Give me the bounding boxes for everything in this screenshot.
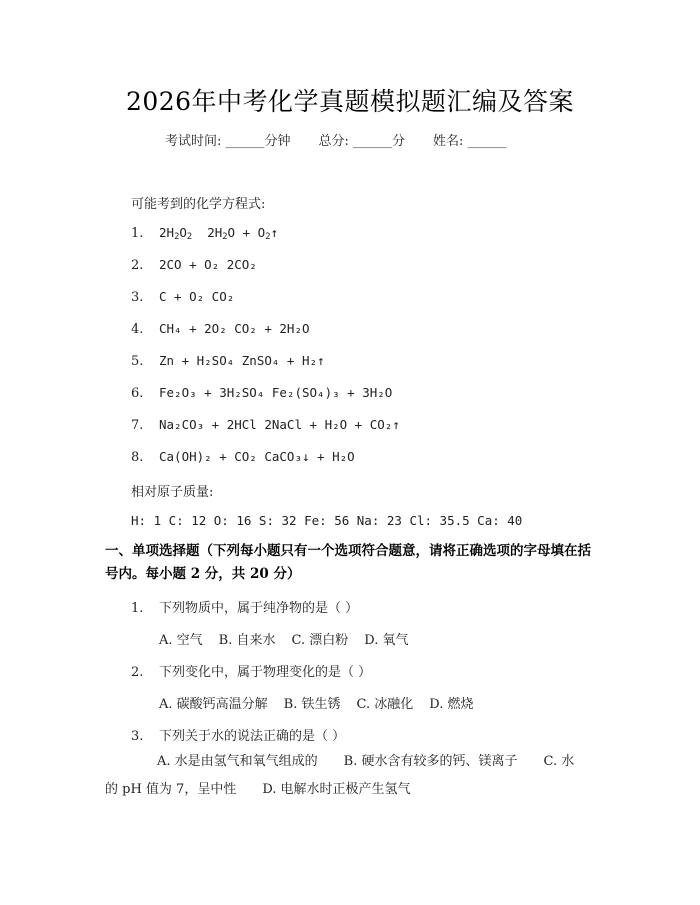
equation-line: 1. $2H_2O_2$ $2H_2O$ + $O_2↑$ xyxy=(131,225,278,242)
question-stem: 2. 下列变化中，属于物理变化的是（ ） xyxy=(131,665,372,680)
option: B. 自来水 xyxy=(218,633,276,648)
equation-line: 7. Na₂CO₃ + 2HCl 2NaCl + H₂O + CO₂↑ xyxy=(131,417,400,433)
option: A. 空气 xyxy=(159,633,203,648)
question-options: A. 水是由氢气和氧气组成的 B. 硬水含有较多的钙、镁离子 C. 水的 pH 值为 7，呈中性 D. 电解水时正极产生氢气 xyxy=(105,754,575,797)
question-stem: 3. 下列关于水的说法正确的是（ ） xyxy=(131,729,346,744)
option: D. 氧气 xyxy=(364,633,409,648)
section-heading: 一、单项选择题（下列每小题只有一个选项符合题意，请将正确选项的字母填在括号内。每小题 2 分，共 20 分） xyxy=(105,543,591,582)
option: D. 燃烧 xyxy=(429,697,474,712)
option: B. 铁生锈 xyxy=(283,697,341,712)
option: C. 冰融化 xyxy=(356,697,414,712)
option: A. 碳酸钙高温分解 xyxy=(159,697,268,712)
equation-line: 5. Zn + H₂SO₄ ZnSO₄ + H₂↑ xyxy=(131,353,325,369)
student-name-field: 姓名: ______ xyxy=(433,134,507,149)
exam-meta xyxy=(165,130,507,149)
atomic-mass-list: H: 1 C: 12 O: 16 S: 32 Fe: 56 Na: 23 Cl: 35.5 Ca: 40 xyxy=(131,513,523,528)
option: C. 漂白粉 xyxy=(291,633,349,648)
exam-time-field: 考试时间: ______分钟 xyxy=(165,134,291,149)
question-options xyxy=(159,629,424,648)
equation-line: 4. CH₄ + 2O₂ CO₂ + 2H₂O xyxy=(131,321,310,337)
equations-heading: 可能考到的化学方程式: xyxy=(131,197,266,212)
total-score-field: 总分: ______分 xyxy=(318,134,406,149)
atomic-mass-heading: 相对原子质量: xyxy=(131,485,214,500)
equation-line: 3. C + O₂ CO₂ xyxy=(131,289,235,305)
question-options xyxy=(159,693,489,712)
equation-line: 6. Fe₂O₃ + 3H₂SO₄ Fe₂(SO₄)₃ + 3H₂O xyxy=(131,385,393,401)
equation-line: 2. 2CO + O₂ 2CO₂ xyxy=(131,257,257,273)
page-title: 2026年中考化学真题模拟题汇编及答案 xyxy=(125,87,575,116)
equation-line: 8. Ca(OH)₂ + CO₂ CaCO₃↓ + H₂O xyxy=(131,449,355,465)
question-stem: 1. 下列物质中，属于纯净物的是（ ） xyxy=(131,601,359,616)
